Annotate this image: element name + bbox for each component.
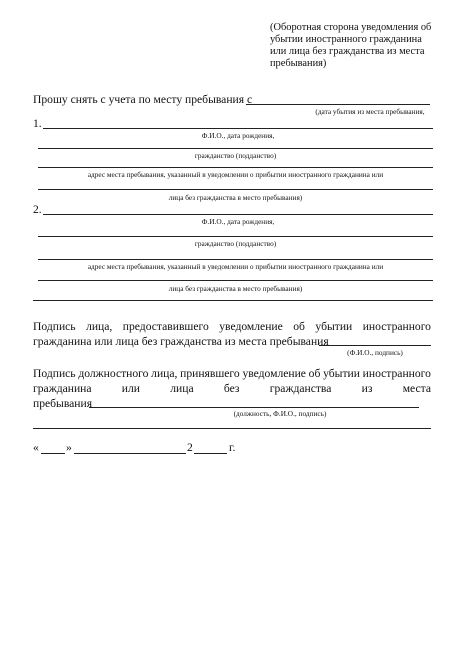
official-signature-caption: (должность, Ф.И.О., подпись) xyxy=(233,409,327,418)
date-open-quote: « xyxy=(33,441,39,454)
person-1-number: 1. xyxy=(33,117,42,130)
person-2-address-caption: адрес места пребывания, указанный в уведомлении о прибытии иностранного гражданина или xyxy=(87,262,384,271)
person-2-citizenship-caption: гражданство (подданство) xyxy=(194,239,277,248)
word: лица, xyxy=(86,320,113,333)
official-signature-text-2 xyxy=(33,382,431,396)
person-2-name-field[interactable] xyxy=(43,214,433,215)
official-signature-field[interactable] xyxy=(89,407,419,408)
word: иностранного xyxy=(362,320,431,333)
reverse-side-note xyxy=(270,22,440,70)
word: или xyxy=(121,382,140,395)
request-text: Прошу снять с учета по месту пребывания с xyxy=(33,93,253,106)
official-signature-text-3: пребывания xyxy=(33,397,93,410)
word: убытии xyxy=(315,320,353,333)
word: об xyxy=(293,320,305,333)
person-2-citizenship-field[interactable] xyxy=(38,236,433,237)
date-year-suffix: г. xyxy=(229,441,236,454)
person-1-citizenship-field[interactable] xyxy=(38,148,433,149)
person-1-name-field[interactable] xyxy=(43,128,433,129)
person-2-name-caption: Ф.И.О., дата рождения, xyxy=(201,217,275,226)
reverse-side-note-line: (Оборотная сторона уведомления об xyxy=(270,22,432,33)
reverse-side-note-line: убытии иностранного гражданина xyxy=(270,34,422,45)
person-2-address-caption-2: лица без гражданства в место пребывания) xyxy=(168,284,303,293)
word: убытии xyxy=(323,367,360,380)
foreigner-signature-text-2: гражданина или лица без гражданства из места пребывания xyxy=(33,335,329,348)
foreigner-signature-field[interactable] xyxy=(319,345,431,346)
person-2-address-field-1[interactable] xyxy=(38,259,433,260)
date-year-field[interactable] xyxy=(194,453,227,454)
word: гражданина xyxy=(33,382,92,395)
word: Подпись xyxy=(33,320,76,333)
person-1-citizenship-caption: гражданство (подданство) xyxy=(194,151,277,160)
word: уведомление xyxy=(219,320,283,333)
word: без xyxy=(223,382,240,395)
departure-date-field[interactable] xyxy=(246,104,430,105)
person-2-address-field-2[interactable] xyxy=(38,280,433,281)
person-1-name-caption: Ф.И.О., дата рождения, xyxy=(201,131,275,140)
word: принявшего xyxy=(180,367,240,380)
word: уведомление xyxy=(242,367,306,380)
date-month-field[interactable] xyxy=(74,453,186,454)
departure-date-caption: (дата убытия из места пребывания, xyxy=(315,107,425,116)
reverse-side-note-line: пребывания) xyxy=(270,58,327,69)
word: должностного xyxy=(78,367,149,380)
word: из xyxy=(361,382,373,395)
word: места xyxy=(402,382,431,395)
word: лица xyxy=(170,382,194,395)
date-day-field[interactable] xyxy=(41,453,65,454)
person-1-address-caption-2: лица без гражданства в место пребывания) xyxy=(168,193,303,202)
word: предоставившего xyxy=(122,320,209,333)
person-2-number: 2. xyxy=(33,203,42,216)
foreigner-signature-caption: (Ф.И.О., подпись) xyxy=(347,348,403,357)
date-year-prefix: 2 xyxy=(187,441,193,454)
official-signature-extra-field[interactable] xyxy=(33,428,431,429)
word: гражданства xyxy=(269,382,332,395)
foreigner-signature-text-1 xyxy=(33,320,431,334)
person-2-extra-field[interactable] xyxy=(33,300,433,301)
date-line xyxy=(33,441,236,455)
reverse-side-note-line: или лица без гражданства из места xyxy=(270,46,425,57)
person-1-address-caption: адрес места пребывания, указанный в уведомлении о прибытии иностранного гражданина или xyxy=(87,170,384,179)
word: Подпись xyxy=(33,367,76,380)
word: иностранного xyxy=(362,367,431,380)
date-close-quote: » xyxy=(66,441,72,454)
person-1-address-field-2[interactable] xyxy=(38,189,433,190)
word: об xyxy=(308,367,321,380)
official-signature-text-1 xyxy=(33,367,431,381)
word: лица, xyxy=(151,367,178,380)
person-1-address-field-1[interactable] xyxy=(38,167,433,168)
